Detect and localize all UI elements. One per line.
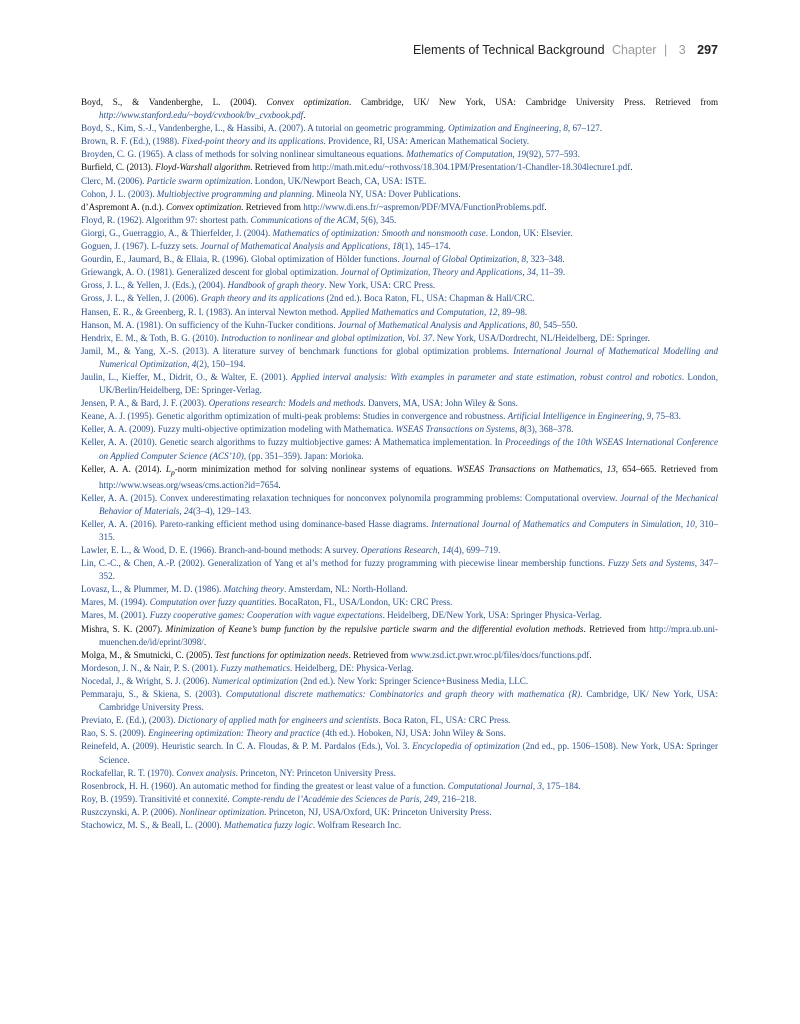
reference-entry — [81, 806, 718, 819]
reference-text: (92), 577–593. — [526, 149, 580, 160]
reference-text: Rao, S. S. (2009). — [81, 728, 149, 739]
reference-entry — [81, 253, 718, 266]
reference-text: Minimization of Keane’s bump function by the repulsive particle swarm and the differential evolution methods — [165, 623, 584, 634]
reference-entry — [81, 609, 718, 622]
reference-text: Convex optimization — [266, 97, 349, 107]
reference-text: Broyden, C. G. (1965). A class of methods for solving nonlinear simultaneous equations. — [81, 149, 407, 160]
reference-text: (3–4), 129–143. — [192, 505, 252, 516]
reference-text: (3), 368–378. — [524, 424, 574, 435]
reference-entry — [81, 227, 718, 240]
reference-text: . Retrieved from — [250, 162, 313, 173]
reference-text: 14 — [442, 545, 452, 555]
reference-text: Jensen, P. A., & Bard, J. F. (2003). — [81, 398, 209, 409]
reference-text: Lin, C.-C., & Chen, A.-P. (2002). Generalization of Yang et al’s method for fuzzy programming with piecewise linear membership functions. — [81, 558, 608, 569]
reference-text: Graph theory and its applications — [201, 293, 325, 304]
reference-text: . New York, USA/Dordrecht, NL/Heidelberg, DE: Springer. — [432, 332, 650, 343]
reference-entry — [81, 240, 718, 253]
reference-text: . London, UK/Newport Beach, CA, USA: ISTE. — [250, 175, 427, 186]
reference-entry — [81, 518, 718, 544]
reference-text: . New York, USA: CRC Press. — [324, 280, 436, 291]
reference-text: Fixed-point theory and its applications — [181, 136, 324, 147]
reference-entry — [81, 649, 718, 662]
reference-text: Floyd-Warshall algorithm — [155, 162, 251, 173]
reference-text: Fuzzy mathematics — [220, 662, 291, 673]
reference-entry — [81, 714, 718, 727]
reference-text: Cohon, J. L. (2003). — [81, 188, 157, 199]
reference-text: , 347–352. — [99, 558, 719, 582]
reference-text: Operations research: Models and methods — [208, 398, 364, 409]
reference-text: , — [522, 267, 527, 278]
reference-text: , — [525, 319, 530, 330]
reference-text: 80 — [529, 319, 539, 330]
reference-text: 19 — [516, 149, 527, 160]
reference-text: Burfield, C. (2013). — [81, 162, 156, 173]
reference-text: Mishra, S. K. (2007). — [81, 623, 166, 634]
reference-text: Lawler, E. L., & Wood, D. E. (1966). Branch-and-bound methods: A survey. — [81, 545, 361, 555]
reference-text: 12 — [488, 306, 498, 317]
reference-text: Dictionary of applied math for engineers and scientists — [177, 715, 379, 726]
reference-entry — [81, 727, 718, 740]
reference-entry — [81, 662, 718, 675]
reference-text: (2nd ed.). New York: Springer Science+Business Media, LLC. — [297, 675, 529, 686]
reference-text: Optimization and Engineering — [448, 123, 559, 134]
reference-text: . Retrieved from — [241, 201, 304, 212]
reference-text: Encyclopedia of optimization — [412, 741, 520, 752]
reference-text: Rosenbrock, H. H. (1960). An automatic method for finding the greatest or least value of a function. — [81, 780, 448, 791]
reference-url[interactable]: http://math.mit.edu/~rothvoss/18.304.1PM/Presentation/1-Chandler-18.304lecture1.pdf — [312, 162, 631, 173]
reference-url[interactable]: http://www.di.ens.fr/~aspremon/PDF/MVA/FunctionProblems.pdf — [303, 201, 545, 212]
reference-entry — [81, 279, 718, 292]
reference-entry — [81, 214, 718, 227]
reference-text: . Wolfram Research Inc. — [312, 819, 402, 830]
reference-text: . Boca Raton, FL, USA: CRC Press. — [378, 715, 511, 726]
reference-text: -norm minimization method for solving nonlinear systems of equations. — [174, 463, 457, 474]
reference-entry — [81, 201, 718, 214]
reference-text: 18 — [392, 241, 402, 252]
reference-text: WSEAS Transactions on Systems — [395, 424, 516, 435]
reference-text: Roy, B. (1959). Transitivité et connexité. — [81, 793, 232, 804]
reference-text: p — [170, 467, 175, 477]
reference-text: Jamil, M., & Yang, X.-S. (2013). A literature survey of benchmark functions for global optimization problems. — [81, 345, 514, 356]
reference-text: . Retrieved from — [583, 623, 650, 634]
reference-text: Journal of Mathematical Analysis and Applications — [337, 319, 526, 330]
reference-text: Applied interval analysis: With examples in parameter and state estimation, robust control and robotics — [291, 371, 682, 382]
reference-text: Journal of Optimization, Theory and Applications — [340, 267, 523, 278]
reference-entry — [81, 345, 718, 371]
reference-text: . — [278, 479, 281, 490]
reference-text: . Danvers, MA, USA: John Wiley & Sons. — [363, 398, 518, 409]
reference-text: Communications of the ACM — [250, 214, 357, 225]
running-head-title: Elements of Technical Background — [412, 43, 605, 57]
reference-text: , — [387, 241, 393, 252]
reference-text: Multiobjective programming and planning — [156, 188, 312, 199]
reference-entry — [81, 544, 718, 557]
reference-entry — [81, 410, 718, 423]
reference-text: . Heidelberg, DE: Physica-Verlag. — [290, 662, 414, 673]
reference-text: 8 — [521, 254, 527, 265]
reference-url[interactable]: www.zsd.ict.pwr.wroc.pl/files/docs/functions.pdf — [410, 649, 590, 660]
reference-text: Introduction to nonlinear and global optimization, Vol. 37 — [221, 332, 433, 343]
reference-text: , — [356, 214, 361, 225]
reference-text: Mathematica fuzzy logic — [223, 819, 313, 830]
reference-url[interactable]: http://mpra.ub.uni-muenchen.de/id/eprint/3098/ — [99, 623, 718, 647]
reference-text: Applied Mathematics and Computation — [340, 306, 484, 317]
reference-text: 3 — [537, 780, 542, 791]
reference-text: Mathematics of optimization: Smooth and nonsmooth case — [272, 227, 486, 238]
reference-text: Keller, A. A. (2009). Fuzzy multi-objective optimization modeling with Mathematica. — [81, 424, 396, 435]
reference-entry — [81, 306, 718, 319]
reference-text: , — [179, 505, 184, 516]
reference-text: Nonlinear optimization — [179, 806, 265, 817]
reference-entry — [81, 819, 718, 832]
reference-entry — [81, 292, 718, 305]
reference-text: Stachowicz, M. S., & Beall, L. (2000). — [81, 819, 224, 830]
chapter-number: 3 — [678, 43, 686, 57]
reference-text: L — [165, 463, 171, 474]
reference-text: . Retrieved from — [348, 649, 411, 660]
reference-text: , 89–98. — [497, 306, 528, 317]
reference-text: . — [630, 162, 633, 173]
reference-entry — [81, 557, 718, 583]
reference-entry — [81, 135, 718, 148]
reference-text: Computational Journal — [447, 780, 533, 791]
reference-text: Fuzzy cooperative games: Cooperation with vague expectations — [149, 610, 383, 621]
reference-text: , 310–315. — [99, 518, 719, 542]
reference-entry — [81, 397, 718, 410]
reference-text: Convex analysis — [176, 767, 236, 778]
reference-text: WSEAS Transactions on Mathematics — [456, 463, 601, 474]
reference-text: , 75–83. — [651, 411, 681, 422]
chapter-label: Chapter — [612, 43, 657, 57]
reference-text: . London, UK: Elsevier. — [485, 227, 573, 238]
reference-text: Proceedings of the 10th WSEAS International Conference on Applied Computer Science (ACS’10) — [99, 437, 718, 461]
reference-text: Keller, A. A. (2014). — [81, 463, 166, 474]
reference-text: Matching theory — [223, 584, 284, 595]
reference-url[interactable]: http://www.stanford.edu/~boyd/cvxbook/bv_cvxbook.pdf — [99, 110, 304, 121]
reference-text: Mares, M. (2001). — [81, 610, 150, 621]
reference-text: 9 — [646, 411, 652, 422]
reference-text: Engineering optimization: Theory and practice — [148, 728, 320, 739]
reference-text: , 175–184. — [541, 780, 581, 791]
reference-text: d’Aspremont A. (n.d.). — [81, 201, 167, 212]
reference-text: . — [303, 110, 306, 121]
reference-text: Floyd, R. (1962). Algorithm 97: shortest path. — [81, 214, 251, 225]
reference-text: International Journal of Mathematics and Computers in Simulation — [431, 518, 681, 529]
reference-entry — [81, 332, 718, 345]
reference-text: (2), 150–194. — [196, 358, 246, 369]
reference-text: Gross, J. L., & Yellen, J. (Eds.), (2004). — [81, 280, 228, 291]
reference-text: , (pp. 351–359). Japan: Morioka. — [243, 450, 364, 461]
reference-text: Boyd, S., Kim, S.-J., Vandenberghe, L., & Hassibi, A. (2007). A tutorial on geometric programming. — [81, 123, 449, 134]
reference-text: Gourdin, E., Jaumard, B., & Ellaia, R. (1996). Global optimization of Hölder functions. — [81, 254, 403, 265]
reference-text: Clerc, M. (2006). — [81, 175, 147, 186]
reference-text: , 216–218. — [437, 793, 477, 804]
reference-text: , — [642, 411, 647, 422]
reference-text: , — [419, 793, 425, 804]
reference-text: 249 — [424, 793, 438, 804]
reference-text: . Providence, RI, USA: American Mathematical Society. — [323, 136, 529, 147]
reference-entry — [81, 266, 718, 279]
reference-text: Hansen, E. R., & Greenberg, R. I. (1983). An interval Newton method. — [81, 306, 341, 317]
reference-text: 10 — [685, 518, 695, 529]
reference-text: Goguen, J. (1967). L-fuzzy sets. — [81, 241, 201, 252]
reference-text: Computational discrete mathematics: Combinatorics and graph theory with mathematica (R) — [225, 689, 581, 700]
reference-text: Molga, M., & Smutnicki, C. (2005). — [81, 649, 215, 660]
reference-text: Hendrix, E. M., & Toth, B. G. (2010). — [81, 332, 222, 343]
reference-text: Mordeson, J. N., & Nair, P. S. (2001). — [81, 662, 221, 673]
reference-text: , 654–665. Retrieved from — [615, 463, 718, 474]
reference-text: Convex optimization — [166, 201, 242, 212]
reference-text: 34 — [526, 267, 536, 278]
reference-text: Test functions for optimization needs — [214, 649, 349, 660]
reference-url[interactable]: http://www.wseas.org/wseas/cms.action?id=7654 — [99, 479, 279, 490]
reference-text: . Cambridge, UK/ New York, USA: Cambridge University Press. — [99, 689, 718, 713]
reference-text: 8 — [519, 424, 525, 435]
reference-entry — [81, 371, 718, 397]
reference-entry — [81, 148, 718, 161]
reference-text: Reinefeld, A. (2009). Heuristic search. In C. A. Floudas, & P. M. Pardalos (Eds.), Vol. 3. — [81, 741, 413, 752]
reference-text: 24 — [183, 505, 193, 516]
reference-text: . BocaRaton, FL, USA/London, UK: CRC Press. — [274, 597, 453, 608]
reference-text: (2nd ed., pp. 1506–1508). New York, USA: Springer Science. — [99, 741, 718, 765]
reference-text: Lovasz, L., & Plummer, M. D. (1986). — [81, 584, 224, 595]
reference-text: , — [512, 149, 517, 160]
reference-text: Rockafellar, R. T. (1970). — [81, 767, 177, 778]
reference-text: Particle swarm optimization — [146, 175, 251, 186]
reference-text: Giorgi, G., Guerraggio, A., & Thierfelder, J. (2004). — [81, 227, 273, 238]
reference-entry — [81, 436, 718, 462]
reference-text: Journal of Global Optimization — [402, 254, 517, 265]
reference-text: Fuzzy Sets and Systems — [607, 558, 695, 569]
page-number: 297 — [697, 43, 718, 57]
reference-entry — [81, 188, 718, 201]
reference-text: , 323–348. — [526, 254, 565, 265]
reference-text: . Amsterdam, NL: North-Holland. — [283, 584, 408, 595]
reference-text: Computation over fuzzy quantities — [149, 597, 275, 608]
running-head — [413, 43, 718, 57]
reference-entry — [81, 623, 718, 649]
reference-text: Compte-rendu de l’Académie des Sciences de Paris — [231, 793, 420, 804]
reference-text: Operations Research — [360, 545, 438, 555]
reference-text: Griewangk, A. O. (1981). Generalized descent for global optimization. — [81, 267, 341, 278]
reference-text: , — [532, 780, 538, 791]
reference-entry — [81, 319, 718, 332]
reference-text: , — [515, 424, 520, 435]
reference-text: . — [203, 636, 207, 647]
reference-entry — [81, 492, 718, 518]
reference-text: . — [544, 201, 547, 212]
reference-text: , — [680, 518, 686, 529]
reference-text: (2nd ed.). Boca Raton, FL, USA: Chapman & Hall/CRC. — [324, 293, 535, 304]
reference-text: Gross, J. L., & Yellen, J. (2006). — [81, 293, 201, 304]
reference-text: . Mineola NY, USA: Dover Publications. — [311, 188, 461, 199]
reference-text: Pemmaraju, S., & Skiena, S. (2003). — [81, 689, 226, 700]
reference-text: 8 — [563, 123, 568, 134]
reference-text: , — [516, 254, 522, 265]
reference-text: , — [437, 545, 442, 555]
reference-list — [81, 96, 718, 832]
reference-text: 13 — [606, 463, 616, 474]
reference-text: Handbook of graph theory — [227, 280, 325, 291]
reference-text: . London, UK/Berlin/Heidelberg, DE: Springer-Verlag. — [99, 371, 718, 396]
running-head-separator: | — [663, 43, 668, 57]
reference-text: , — [600, 463, 607, 474]
reference-text: Mathematics of Computation — [406, 149, 513, 160]
reference-text: , 545–550. — [538, 319, 578, 330]
reference-text: . Princeton, NJ, USA/Oxford, UK: Princeton University Press. — [264, 806, 492, 817]
reference-text: Boyd, S., & Vandenberghe, L. (2004). — [81, 97, 267, 107]
reference-entry — [81, 583, 718, 596]
reference-text: . Princeton, NY: Princeton University Press. — [235, 767, 396, 778]
reference-text: Previato, E. (Ed.), (2003). — [81, 715, 178, 726]
reference-text: . Cambridge, UK/ New York, USA: Cambridge University Press. Retrieved from — [348, 97, 719, 107]
reference-text: , — [483, 306, 489, 317]
reference-entry — [81, 423, 718, 436]
reference-text: . — [589, 649, 592, 660]
reference-text: International Journal of Mathematical Modelling and Numerical Optimization — [99, 345, 719, 369]
reference-text: Numerical optimization — [211, 675, 298, 686]
reference-entry — [81, 767, 718, 780]
reference-text: Keller, A. A. (2016). Pareto-ranking efficient method using dominance-based Hasse diagrams. — [81, 518, 432, 529]
reference-text: Artificial Intelligence in Engineering — [507, 411, 643, 422]
reference-text: Ruszczynski, A. P. (2006). — [81, 806, 180, 817]
reference-text: (4), 699–719. — [451, 545, 501, 555]
reference-text: , 11–39. — [535, 267, 566, 278]
reference-entry — [81, 793, 718, 806]
reference-text: 5 — [360, 214, 366, 225]
reference-entry — [81, 161, 718, 174]
reference-entry — [81, 688, 718, 714]
reference-text: Jaulin, L., Kieffer, M., Didrit, O., & Walter, E. (2001). — [81, 371, 292, 382]
reference-entry — [81, 175, 718, 188]
reference-text: , 67–127. — [567, 123, 603, 134]
reference-text: (1), 145–174. — [401, 241, 451, 252]
reference-text: Mares, M. (1994). — [81, 597, 150, 608]
reference-text: (6), 345. — [365, 214, 397, 225]
reference-text: Nocedal, J., & Wright, S. J. (2006). — [81, 675, 212, 686]
reference-text: Keller, A. A. (2010). Genetic search algorithms to fuzzy multiobjective games: A Mathematica implementation. In — [81, 437, 506, 448]
reference-text: Keane, A. J. (1995). Genetic algorithm optimization of multi-peak problems: Studies in convergence and robustness. — [81, 411, 508, 422]
reference-entry — [81, 463, 718, 492]
reference-text: Brown, R. F. (Ed.), (1988). — [81, 136, 182, 147]
reference-entry — [81, 675, 718, 688]
reference-text: Hanson, M. A. (1981). On sufficiency of the Kuhn-Tucker conditions. — [81, 319, 338, 330]
reference-text: Keller, A. A. (2015). Convex underestimating relaxation techniques for nonconvex polynomila programming problems: Computational overview. — [81, 492, 621, 503]
reference-text: 4 — [191, 358, 197, 369]
reference-text: . Heidelberg, DE/New York, USA: Springer Physica-Verlag. — [382, 610, 602, 621]
reference-text: , — [187, 358, 192, 369]
reference-entry — [81, 740, 718, 766]
reference-text: Journal of the Mechanical Behavior of Materials — [99, 492, 718, 516]
reference-text: , — [558, 123, 564, 134]
reference-entry — [81, 122, 718, 135]
reference-text: Journal of Mathematical Analysis and Applications — [200, 241, 388, 252]
reference-entry — [81, 96, 718, 122]
reference-entry — [81, 780, 718, 793]
reference-text: (4th ed.). Hoboken, NJ, USA: John Wiley & Sons. — [319, 728, 506, 739]
reference-entry — [81, 596, 718, 609]
